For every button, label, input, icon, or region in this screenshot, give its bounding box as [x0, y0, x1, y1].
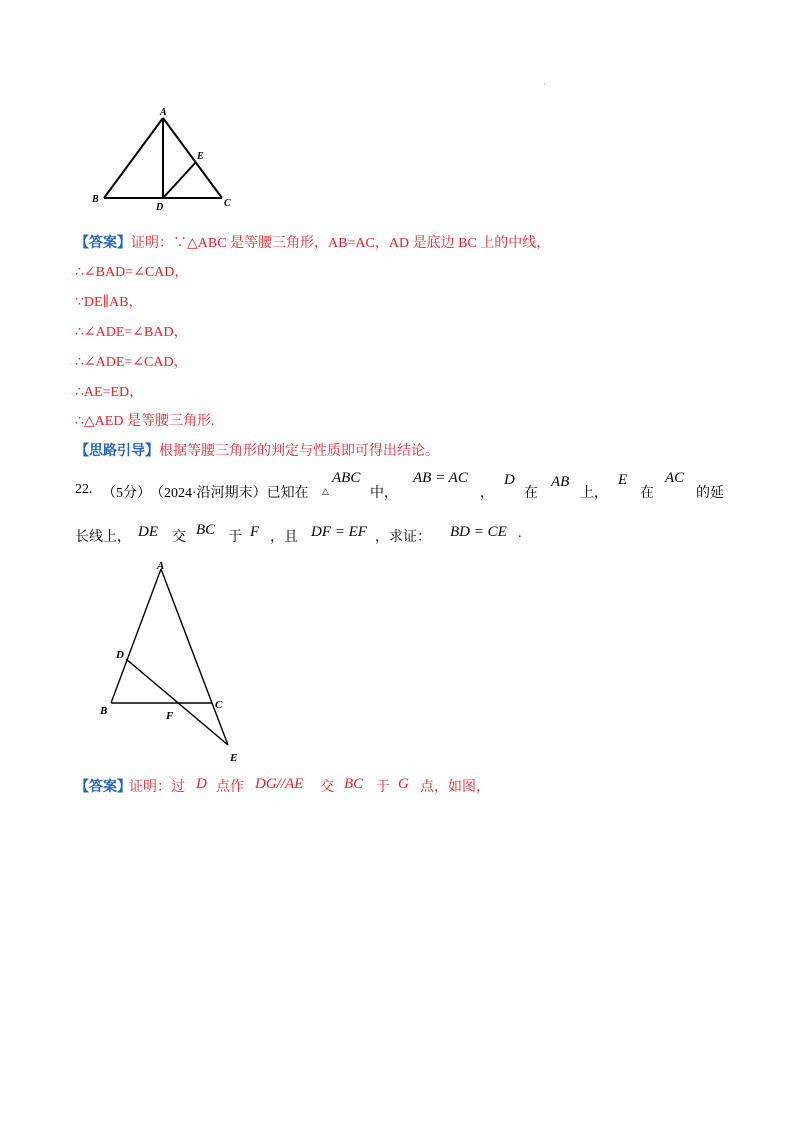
math-de: DE: [138, 524, 158, 540]
label-b: B: [100, 705, 108, 717]
answer2-math-g: G: [398, 776, 409, 792]
hint-line: [75, 442, 439, 462]
answer1-line-5: ∴∠ADE=∠CAD，: [75, 355, 188, 370]
question-number: 22.: [75, 482, 93, 497]
answer2-text-1: 证明：过: [129, 780, 185, 795]
math-f: F: [250, 524, 260, 540]
segment-de: [163, 162, 196, 198]
answer2-text-2: 点作: [216, 780, 244, 795]
answer1-line-1: [75, 234, 550, 254]
header-mark: ·: [543, 80, 546, 89]
text-period: .: [518, 526, 522, 541]
text-zhong: 中，: [370, 486, 398, 501]
math-df-eq-ef: DF = EF: [311, 524, 367, 540]
figure-triangle-abc-2: [95, 557, 270, 769]
text-comma: ，: [480, 486, 494, 501]
math-bc: BC: [196, 522, 216, 538]
answer1-line-4: ∴∠ADE=∠BAD，: [75, 325, 188, 340]
answer2-text-4: 于: [376, 780, 390, 795]
math-ab-eq-ac: AB = AC: [413, 470, 468, 486]
math-bd-eq-ce: BD = CE: [450, 524, 507, 540]
label-d: D: [156, 202, 164, 212]
segment-ac: [163, 118, 222, 198]
text-jiao: 交: [172, 530, 186, 545]
math-e: E: [618, 472, 628, 488]
answer1-line-2: ∴∠BAD=∠CAD，: [75, 265, 189, 280]
question-score: （5分）: [102, 486, 151, 501]
label-b: B: [92, 194, 99, 205]
answer2-math-bc: BC: [344, 776, 364, 792]
figure-triangle-abc-1: [88, 102, 248, 212]
text-zai-2: 在: [640, 486, 654, 501]
math-ab: AB: [551, 474, 570, 490]
question-source: （2024·沿河期末）已知在: [150, 486, 309, 501]
text-qie: ，且: [270, 530, 298, 545]
math-d: D: [504, 472, 515, 488]
answer1-line-6: ∴AE=ED，: [75, 385, 144, 400]
math-abc: ABC: [332, 470, 361, 486]
answer2-text-3: 交: [320, 780, 334, 795]
answer2-tag: 【答案】: [75, 780, 131, 795]
text-yu: 于: [228, 530, 242, 545]
text-line2-start: 长线上，: [75, 530, 131, 545]
answer2-text-5: 点，如图，: [420, 780, 490, 795]
label-e: E: [197, 151, 204, 162]
answer1-line-7: ∴△AED 是等腰三角形.: [75, 414, 215, 429]
hint-tag: 【思路引导】: [75, 444, 159, 459]
answer2-math-d: D: [196, 776, 207, 792]
answer2-math-dg-ae: DG//AE: [255, 776, 304, 792]
answer1-line-3: ∵DE∥AB，: [75, 295, 143, 310]
text-de-yan: 的延: [696, 486, 724, 501]
text-shang: 上，: [580, 486, 608, 501]
label-f: F: [166, 710, 174, 722]
label-e: E: [230, 752, 238, 764]
segment-ab: [104, 118, 163, 198]
label-c: C: [224, 198, 231, 209]
hint-text: 根据等腰三角形的判定与性质即可得出结论。: [159, 444, 439, 459]
label-a: A: [157, 560, 165, 572]
text-zai-1: 在: [524, 486, 538, 501]
answer1-text-1: 证明：∵△ABC 是等腰三角形，AB=AC，AD 是底边 BC 上的中线，: [131, 236, 551, 251]
segment-de: [126, 659, 228, 745]
answer1-tag: 【答案】: [75, 236, 131, 251]
label-d: D: [116, 649, 124, 661]
label-a: A: [160, 107, 167, 118]
triangle-symbol: △: [322, 486, 329, 496]
math-ac: AC: [665, 470, 685, 486]
label-c: C: [215, 699, 223, 711]
text-qiuzheng: ，求证：: [375, 530, 431, 545]
